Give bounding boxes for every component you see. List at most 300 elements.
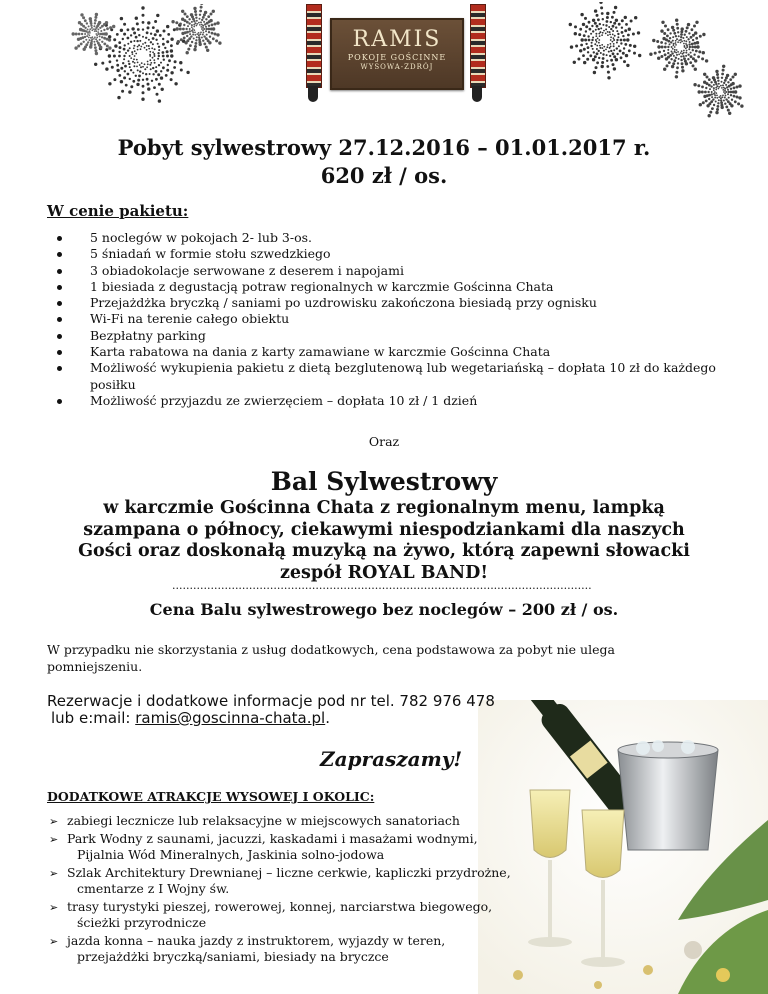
firework-spark bbox=[173, 66, 176, 69]
firework-spark bbox=[203, 28, 205, 30]
firework-spark bbox=[142, 66, 144, 68]
firework-spark bbox=[87, 33, 89, 35]
firework-spark bbox=[656, 40, 659, 43]
firework-spark bbox=[158, 99, 161, 102]
package-item: 1 biesiada z degustacją potraw regionalnych w karczmie Gościnna Chata bbox=[46, 279, 736, 295]
firework-spark bbox=[194, 45, 197, 48]
firework-spark bbox=[124, 70, 126, 72]
firework-spark bbox=[675, 44, 677, 46]
firework-spark bbox=[718, 96, 720, 98]
firework-spark bbox=[661, 21, 664, 24]
firework-spark bbox=[726, 74, 729, 77]
firework-spark bbox=[664, 46, 667, 49]
firework-spark bbox=[206, 34, 208, 36]
firework-spark bbox=[94, 36, 96, 38]
firework-spark bbox=[147, 61, 149, 63]
firework-spark bbox=[611, 16, 614, 19]
package-item: Przejażdżka bryczką / saniami po uzdrowisku zakończona biesiadą przy ognisku bbox=[46, 295, 736, 311]
firework-spark bbox=[671, 26, 674, 29]
firework-spark bbox=[581, 38, 584, 41]
firework-spark bbox=[131, 27, 134, 30]
firework-spark bbox=[158, 55, 160, 57]
attraction-text: jazda konna – nauka jazdy z instruktorem, wyjazdy w teren, bbox=[67, 932, 446, 948]
firework-spark bbox=[142, 21, 145, 24]
firework-spark bbox=[193, 29, 195, 31]
firework-spark bbox=[671, 46, 673, 48]
firework-spark bbox=[136, 40, 138, 42]
firework-spark bbox=[128, 63, 130, 65]
firework-spark bbox=[589, 54, 592, 57]
firework-spark bbox=[112, 25, 115, 28]
firework-spark bbox=[574, 25, 577, 28]
firework-spark bbox=[153, 86, 156, 89]
firework-spark bbox=[595, 66, 598, 69]
firework-spark bbox=[596, 61, 599, 64]
firework-spark bbox=[692, 64, 695, 67]
firework-spark bbox=[152, 26, 155, 29]
firework-spark bbox=[733, 95, 736, 98]
firework-spark bbox=[607, 34, 609, 36]
firework-spark bbox=[663, 32, 666, 35]
firework-spark bbox=[674, 49, 676, 51]
firework-spark bbox=[183, 24, 185, 26]
firework-spark bbox=[633, 45, 636, 48]
firework-spark bbox=[123, 55, 125, 57]
firework-spark bbox=[610, 28, 612, 30]
firework-spark bbox=[607, 44, 609, 46]
firework-spark bbox=[186, 51, 189, 54]
firework-spark bbox=[676, 27, 679, 30]
firework-spark bbox=[608, 51, 610, 53]
firework-spark bbox=[694, 31, 697, 34]
firework-spark bbox=[91, 29, 93, 31]
firework-spark bbox=[608, 26, 610, 28]
firework-spark bbox=[606, 54, 608, 56]
firework-spark bbox=[678, 39, 680, 41]
firework-spark bbox=[94, 44, 96, 46]
firework-spark bbox=[584, 17, 587, 20]
firework-spark bbox=[199, 14, 201, 16]
firework-spark bbox=[731, 99, 733, 101]
firework-spark bbox=[134, 62, 136, 64]
firework-spark bbox=[208, 25, 210, 27]
firework-spark bbox=[675, 35, 677, 37]
firework-spark bbox=[681, 50, 683, 52]
firework-spark bbox=[87, 29, 89, 31]
firework-spark bbox=[122, 38, 124, 40]
firework-spark bbox=[680, 52, 682, 54]
firework-spark bbox=[574, 32, 577, 35]
logo-name: RAMIS bbox=[352, 27, 442, 52]
firework-spark bbox=[596, 25, 599, 28]
firework-spark bbox=[182, 28, 185, 31]
firework-spark bbox=[140, 66, 142, 68]
firework-spark bbox=[728, 112, 731, 115]
firework-spark bbox=[660, 29, 663, 32]
firework-spark bbox=[147, 63, 149, 65]
firework-spark bbox=[201, 37, 203, 39]
attraction-text: zabiegi lecznicze lub relaksacyjne w miejscowych sanatoriach bbox=[67, 813, 460, 828]
firework-spark bbox=[667, 52, 669, 54]
email-suffix: . bbox=[325, 709, 330, 727]
firework-spark bbox=[692, 49, 694, 51]
firework-spark bbox=[96, 30, 98, 32]
firework-spark bbox=[205, 18, 207, 20]
firework-spark bbox=[687, 38, 689, 40]
firework-spark bbox=[667, 46, 669, 48]
firework-spark bbox=[598, 28, 600, 30]
firework-spark bbox=[157, 58, 159, 60]
firework-spark bbox=[185, 28, 187, 30]
firework-spark bbox=[676, 66, 679, 69]
firework-spark bbox=[672, 62, 675, 65]
firework-spark bbox=[77, 38, 80, 41]
firework-spark bbox=[77, 45, 80, 48]
email-link[interactable]: ramis@goscinna-chata.pl bbox=[135, 709, 326, 727]
firework-spark bbox=[89, 39, 91, 41]
firework-spark bbox=[200, 26, 202, 28]
firework-spark bbox=[621, 19, 624, 22]
firework-spark bbox=[89, 17, 92, 20]
firework-spark bbox=[191, 41, 193, 43]
firework-spark bbox=[138, 44, 140, 46]
firework-spark bbox=[179, 23, 182, 26]
firework-spark bbox=[681, 27, 684, 30]
firework-spark bbox=[146, 78, 149, 81]
firework-spark bbox=[98, 21, 101, 24]
firework-spark bbox=[149, 54, 151, 56]
firework-spark bbox=[676, 23, 679, 26]
firework-spark bbox=[675, 71, 678, 74]
firework-spark bbox=[87, 41, 89, 43]
firework-spark bbox=[199, 10, 202, 13]
firework-spark bbox=[191, 30, 193, 32]
firework-spark bbox=[674, 51, 676, 53]
firework-spark bbox=[129, 47, 131, 49]
firework-spark bbox=[72, 32, 75, 35]
firework-spark bbox=[722, 89, 724, 91]
firework-spark bbox=[598, 57, 600, 59]
attraction-text: Szlak Architektury Drewnianej – liczne cerkwie, kapliczki przydrożne, bbox=[67, 864, 511, 880]
firework-spark bbox=[616, 39, 618, 41]
firework-spark bbox=[594, 43, 596, 45]
firework-spark bbox=[701, 91, 704, 94]
firework-spark bbox=[600, 27, 602, 29]
firework-spark bbox=[211, 32, 214, 35]
firework-spark bbox=[150, 62, 152, 64]
firework-spark bbox=[711, 91, 713, 93]
firework-spark bbox=[724, 90, 726, 92]
firework-spark bbox=[720, 85, 722, 87]
firework-spark bbox=[106, 27, 109, 30]
firework-spark bbox=[665, 57, 668, 60]
firework-spark bbox=[162, 38, 164, 40]
firework-spark bbox=[195, 39, 197, 41]
firework-spark bbox=[94, 22, 96, 24]
firework-spark bbox=[609, 55, 611, 57]
firework-spark bbox=[603, 30, 605, 32]
logo-right-strap bbox=[470, 4, 486, 88]
firework-spark bbox=[136, 66, 138, 68]
firework-spark bbox=[137, 62, 139, 64]
firework-spark bbox=[129, 66, 131, 68]
firework-spark bbox=[99, 27, 101, 29]
firework-spark bbox=[724, 103, 726, 105]
firework-spark bbox=[667, 49, 669, 51]
firework-spark bbox=[94, 46, 97, 49]
firework-spark bbox=[135, 36, 138, 39]
firework-spark bbox=[701, 57, 704, 60]
firework-spark bbox=[587, 46, 590, 49]
firework-spark bbox=[105, 67, 108, 70]
firework-spark bbox=[127, 28, 130, 31]
firework-spark bbox=[141, 6, 144, 9]
firework-spark bbox=[132, 61, 134, 63]
firework-spark bbox=[684, 45, 686, 47]
firework-spark bbox=[600, 52, 602, 54]
firework-spark bbox=[680, 33, 683, 36]
firework-spark bbox=[660, 55, 663, 58]
firework-spark bbox=[116, 64, 119, 67]
firework-spark bbox=[594, 22, 597, 25]
firework-spark bbox=[211, 24, 214, 27]
firework-spark bbox=[155, 66, 157, 68]
firework-spark bbox=[203, 32, 205, 34]
firework-spark bbox=[729, 78, 732, 81]
dotted-divider: ........................................................................................................................ bbox=[172, 580, 592, 592]
firework-spark bbox=[603, 46, 605, 48]
firework-spark bbox=[162, 51, 165, 54]
firework-spark bbox=[673, 32, 676, 35]
firework-spark bbox=[613, 55, 616, 58]
firework-spark bbox=[205, 26, 207, 28]
firework-spark bbox=[205, 46, 208, 49]
firework-spark bbox=[708, 98, 710, 100]
firework-spark bbox=[718, 99, 720, 101]
firework-spark bbox=[144, 63, 146, 65]
firework-spark bbox=[730, 88, 732, 90]
firework-spark bbox=[676, 49, 678, 51]
firework-spark bbox=[153, 59, 155, 61]
firework-spark bbox=[676, 38, 678, 40]
firework-spark bbox=[166, 40, 169, 43]
firework-spark bbox=[146, 31, 149, 34]
firework-spark bbox=[86, 35, 88, 37]
firework-spark bbox=[599, 31, 601, 33]
firework-spark bbox=[142, 28, 144, 30]
firework-spark bbox=[682, 53, 684, 55]
firework-spark bbox=[188, 22, 190, 24]
firework-spark bbox=[730, 104, 733, 107]
firework-spark bbox=[196, 23, 198, 25]
firework-spark bbox=[106, 45, 109, 48]
firework-spark bbox=[149, 73, 151, 75]
firework-spark bbox=[683, 57, 686, 60]
firework-spark bbox=[688, 43, 690, 45]
firework-spark bbox=[127, 43, 129, 45]
firework-spark bbox=[147, 26, 150, 29]
firework-spark bbox=[609, 47, 611, 49]
firework-spark bbox=[722, 95, 724, 97]
firework-spark bbox=[689, 61, 692, 64]
firework-spark bbox=[687, 54, 689, 56]
firework-spark bbox=[693, 54, 695, 56]
firework-left-icon bbox=[58, 4, 233, 119]
firework-spark bbox=[200, 32, 202, 34]
firework-spark bbox=[585, 25, 588, 28]
firework-spark bbox=[674, 46, 676, 48]
firework-spark bbox=[599, 23, 601, 25]
firework-spark bbox=[118, 51, 120, 53]
firework-spark bbox=[162, 55, 165, 58]
firework-spark bbox=[123, 48, 126, 51]
firework-spark bbox=[664, 25, 667, 28]
firework-spark bbox=[124, 65, 127, 68]
firework-spark bbox=[113, 55, 116, 58]
firework-spark bbox=[152, 37, 155, 40]
firework-spark bbox=[150, 68, 152, 70]
firework-spark bbox=[135, 17, 138, 20]
firework-spark bbox=[203, 21, 205, 23]
firework-spark bbox=[657, 45, 660, 48]
firework-spark bbox=[685, 40, 687, 42]
firework-spark bbox=[705, 100, 708, 103]
firework-spark bbox=[142, 85, 145, 88]
firework-spark bbox=[622, 35, 624, 37]
firework-spark bbox=[202, 40, 204, 42]
firework-spark bbox=[210, 13, 213, 16]
firework-spark bbox=[84, 33, 86, 35]
firework-spark bbox=[170, 78, 173, 81]
firework-spark bbox=[129, 55, 131, 57]
firework-spark bbox=[196, 20, 198, 22]
firework-spark bbox=[737, 102, 740, 105]
firework-spark bbox=[198, 34, 200, 36]
firework-spark bbox=[189, 33, 191, 35]
firework-spark bbox=[697, 84, 700, 87]
firework-spark bbox=[214, 33, 217, 36]
firework-spark bbox=[680, 42, 682, 44]
firework-spark bbox=[723, 82, 725, 84]
firework-spark bbox=[596, 14, 599, 17]
firework-spark bbox=[615, 26, 617, 28]
firework-spark bbox=[690, 36, 693, 39]
firework-spark bbox=[680, 59, 682, 61]
firework-spark bbox=[657, 57, 660, 60]
firework-spark bbox=[195, 17, 197, 19]
firework-spark bbox=[199, 43, 202, 46]
firework-spark bbox=[208, 31, 210, 33]
firework-spark bbox=[137, 69, 139, 71]
firework-spark bbox=[216, 21, 219, 24]
firework-spark bbox=[93, 38, 95, 40]
firework-spark bbox=[721, 81, 723, 83]
firework-spark bbox=[598, 50, 600, 52]
firework-spark bbox=[148, 48, 150, 50]
firework-spark bbox=[577, 58, 580, 61]
firework-spark bbox=[600, 6, 603, 9]
firework-spark bbox=[114, 44, 117, 47]
firework-spark bbox=[721, 73, 724, 76]
firework-spark bbox=[196, 33, 198, 35]
firework-spark bbox=[607, 31, 609, 33]
firework-spark bbox=[139, 40, 141, 42]
firework-spark bbox=[120, 80, 123, 83]
firework-spark bbox=[701, 86, 704, 89]
firework-spark bbox=[686, 44, 688, 46]
firework-spark bbox=[613, 22, 616, 25]
firework-spark bbox=[605, 24, 607, 26]
firework-spark bbox=[191, 26, 193, 28]
firework-spark bbox=[597, 38, 599, 40]
firework-spark bbox=[142, 72, 144, 74]
firework-spark bbox=[731, 82, 734, 85]
firework-spark bbox=[596, 48, 598, 50]
firework-spark bbox=[669, 43, 671, 45]
firework-spark bbox=[204, 11, 207, 14]
firework-spark bbox=[686, 46, 688, 48]
firework-spark bbox=[205, 30, 207, 32]
firework-spark bbox=[711, 96, 713, 98]
firework-spark bbox=[573, 61, 576, 64]
firework-spark bbox=[181, 10, 184, 13]
firework-spark bbox=[610, 50, 612, 52]
firework-spark bbox=[578, 33, 581, 36]
firework-spark bbox=[144, 68, 146, 70]
firework-spark bbox=[598, 39, 600, 41]
firework-spark bbox=[599, 2, 602, 4]
firework-spark bbox=[675, 19, 678, 22]
firework-spark bbox=[677, 41, 679, 43]
firework-spark bbox=[602, 47, 604, 49]
firework-spark bbox=[133, 58, 135, 60]
firework-spark bbox=[613, 11, 616, 14]
firework-spark bbox=[137, 79, 140, 82]
firework-spark bbox=[619, 50, 622, 53]
firework-spark bbox=[200, 4, 203, 5]
firework-spark bbox=[155, 39, 157, 41]
firework-spark bbox=[684, 34, 686, 36]
firework-spark bbox=[594, 9, 597, 12]
firework-spark bbox=[201, 19, 203, 21]
firework-spark bbox=[596, 52, 599, 55]
firework-spark bbox=[590, 33, 592, 35]
attraction-item bbox=[47, 831, 567, 864]
firework-right-icon bbox=[560, 2, 765, 122]
firework-spark bbox=[584, 39, 587, 42]
firework-spark bbox=[704, 91, 707, 94]
firework-spark bbox=[154, 33, 157, 36]
firework-spark bbox=[673, 45, 675, 47]
firework-spark bbox=[173, 28, 176, 31]
firework-spark bbox=[142, 36, 144, 38]
firework-spark bbox=[212, 27, 215, 30]
firework-spark bbox=[616, 42, 618, 44]
firework-spark bbox=[696, 41, 699, 44]
firework-spark bbox=[128, 60, 130, 62]
firework-spark bbox=[122, 62, 124, 64]
firework-spark bbox=[629, 44, 632, 47]
firework-spark bbox=[108, 46, 111, 49]
firework-spark bbox=[664, 53, 667, 56]
firework-spark bbox=[78, 21, 81, 24]
ball-description: w karczmie Gościnna Chata z regionalnym menu, lampką szampana o północy, ciekawymi niespodziankami dla naszych Gości oraz doskonałą muzyką na żywo, którą zapewni słowacki zespół ROYAL BAND! bbox=[78, 498, 690, 583]
firework-spark bbox=[120, 17, 123, 20]
firework-spark bbox=[673, 59, 676, 62]
firework-spark bbox=[615, 58, 618, 61]
firework-spark bbox=[144, 42, 146, 44]
firework-spark bbox=[722, 69, 725, 72]
